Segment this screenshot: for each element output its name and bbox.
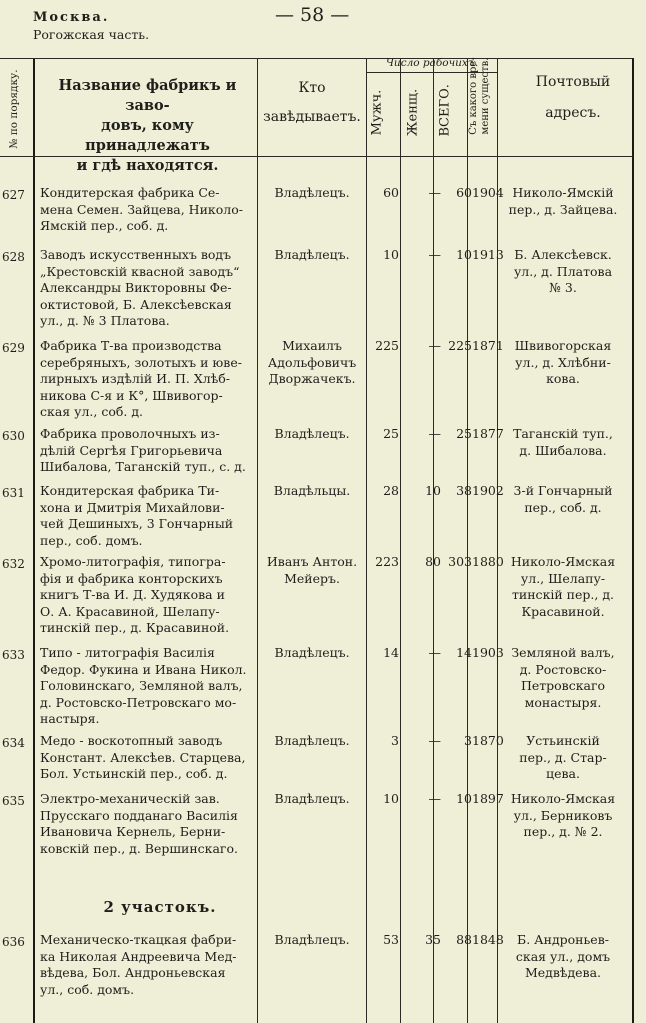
men-count: 225	[375, 338, 399, 353]
cell-line: пер., соб. д.	[524, 499, 602, 515]
factory-name-cell	[40, 483, 258, 549]
total-count: 10	[456, 247, 472, 262]
cell-line: д. Шибалова.	[519, 442, 607, 458]
total-count: 10	[456, 791, 472, 806]
row-number: 631	[2, 486, 25, 500]
cell-line: Николо-Ямская	[510, 791, 616, 806]
row-number: 630	[2, 429, 25, 443]
cell-line: ул., д. Хлѣбни-	[515, 354, 611, 370]
page-number: — 58 —	[275, 4, 350, 26]
header-line: Название фабрикъ и заво-	[58, 77, 237, 114]
cell-line: Б. Андроньев-	[517, 932, 609, 947]
header-line: Съ какого вре-	[468, 57, 479, 135]
cell-line: тинскій пер., д.	[511, 587, 614, 602]
cell-line: Головинскаго, Земляной валъ,	[40, 678, 243, 693]
cell-line: тинскій пер., д. Красавиной.	[40, 620, 230, 635]
cell-line: 3-й Гончарный	[513, 483, 613, 498]
cell-line: Александры Викторовны Фе-	[40, 280, 232, 295]
cell-line: Владѣлецъ.	[274, 185, 350, 200]
men-count: 14	[383, 645, 399, 660]
manager-cell	[260, 185, 364, 202]
cell-line: пер., д. № 2.	[523, 824, 603, 839]
men-count: 28	[383, 483, 399, 498]
column-rule	[632, 58, 634, 1023]
cell-line: фія и фабрика конторскихъ	[40, 570, 223, 586]
total-count: 3	[464, 733, 472, 748]
founded-year: 1877	[472, 426, 504, 441]
founded-year: 1880	[472, 554, 504, 569]
cell-line: Шибалова, Таганскій туп., с. д.	[40, 459, 246, 474]
cell-line: д. Ростовско-Петровскаго мо-	[40, 694, 237, 710]
manager-cell	[260, 791, 364, 808]
cell-line: Б. Алексѣевск.	[514, 247, 612, 262]
cell-line: О. А. Красавиной, Шелапу-	[40, 603, 220, 619]
manager-cell	[260, 645, 364, 662]
total-count: 60	[456, 185, 472, 200]
row-number: 632	[2, 557, 25, 571]
cell-line: Кондитерская фабрика Ти-	[40, 483, 220, 498]
men-count: 223	[375, 554, 399, 569]
address-cell	[500, 733, 626, 783]
cell-line: Красавиной.	[521, 603, 605, 619]
column-header-address	[500, 67, 646, 129]
column-header-since	[468, 48, 492, 144]
factory-name-cell	[40, 791, 258, 857]
row-number: 629	[2, 341, 25, 355]
cell-line: Владѣлецъ.	[274, 932, 350, 947]
women-count: 80	[425, 554, 441, 569]
manager-cell	[260, 426, 364, 443]
total-count: 225	[448, 338, 472, 353]
cell-line: Николо-Ямскій	[512, 185, 614, 200]
manager-cell	[260, 338, 364, 388]
founded-year: 1904	[472, 185, 504, 200]
cell-line: Николо-Ямская	[510, 554, 616, 569]
factory-name-cell	[40, 554, 258, 637]
header-line: завѣдываетъ.	[263, 109, 361, 125]
manager-cell	[260, 932, 364, 949]
cell-line: октистовой, Б. Алексѣевская	[40, 296, 232, 312]
header-line: Кто	[298, 80, 326, 96]
founded-year: 1848	[472, 932, 504, 947]
row-number: 627	[2, 188, 25, 202]
address-cell	[500, 185, 626, 218]
cell-line: Хромо-литографія, типогра-	[40, 554, 226, 569]
header-line: мени существ.	[480, 57, 491, 135]
column-header-name	[40, 76, 255, 176]
cell-line: Медо - воскотопный заводъ	[40, 733, 223, 748]
cell-line: Типо - литографія Василія	[40, 645, 215, 660]
total-count: 14	[456, 645, 472, 660]
section-heading: 2 участокъ.	[103, 898, 217, 916]
cell-line: ская ул., соб. д.	[40, 404, 144, 419]
row-number: 633	[2, 648, 25, 662]
cell-line: кова.	[546, 371, 580, 386]
men-count: 10	[383, 247, 399, 262]
cell-line: чей Дешиныхъ, 3 Гончарный	[40, 516, 234, 531]
cell-line: монастыря.	[524, 694, 602, 710]
cell-line: Михаилъ	[282, 338, 342, 353]
men-count: 60	[383, 185, 399, 200]
cell-line: Фабрика Т-ва производства	[40, 338, 222, 353]
cell-line: Владѣльцы.	[273, 483, 351, 498]
row-number: 636	[2, 935, 25, 949]
men-count: 3	[391, 733, 399, 748]
table-top-rule	[0, 58, 633, 59]
cell-line: ковскій пер., д. Вершинскаго.	[40, 840, 238, 856]
city-heading: Москва.	[33, 10, 110, 25]
address-cell	[500, 483, 626, 516]
cell-line: Прусскаго подданаго Василія	[40, 807, 238, 823]
district-heading: Рогожская часть.	[33, 27, 150, 42]
header-line: адресъ.	[545, 105, 601, 121]
address-cell	[500, 932, 626, 982]
column-header-women: Женщ.	[405, 88, 421, 137]
factory-name-cell	[40, 645, 258, 728]
cell-line: книгъ Т-ва И. Д. Худякова и	[40, 587, 225, 602]
cell-line: Бол. Устьинскій пер., соб. д.	[40, 766, 228, 781]
column-header-total: ВСЕГО.	[437, 84, 453, 137]
address-cell	[500, 791, 626, 841]
cell-line: Фабрика проволочныхъ из-	[40, 426, 220, 441]
cell-line: Владѣлецъ.	[274, 247, 350, 262]
header-line: довъ, кому принадлежатъ	[85, 117, 210, 154]
cell-line: Механическо-ткацкая фабри-	[40, 932, 237, 947]
column-rule	[467, 58, 468, 1023]
cell-line: мена Семен. Зайцева, Николо-	[40, 201, 243, 217]
women-count: —	[428, 247, 441, 262]
total-count: 88	[456, 932, 472, 947]
factory-name-cell	[40, 185, 258, 235]
cell-line: Адольфовичъ	[267, 354, 357, 370]
row-number: 628	[2, 250, 25, 264]
women-count: —	[428, 338, 441, 353]
men-count: 25	[383, 426, 399, 441]
cell-line: пер., д. Зайцева.	[508, 201, 618, 217]
total-count: 25	[456, 426, 472, 441]
factory-name-cell	[40, 932, 258, 998]
cell-line: Владѣлецъ.	[274, 733, 350, 748]
cell-line: ка Николая Андреевича Мед-	[40, 948, 237, 964]
address-cell	[500, 554, 626, 620]
cell-line: Ивановича Кернель, Берни-	[40, 824, 226, 839]
factory-name-cell	[40, 247, 258, 330]
manager-cell	[260, 247, 364, 264]
cell-line: хона и Дмитрія Михайлови-	[40, 499, 225, 515]
cell-line: д. Ростовско-	[519, 661, 607, 677]
cell-line: Мейеръ.	[284, 570, 340, 586]
cell-line: Таганскій туп.,	[513, 426, 613, 441]
women-count: —	[428, 645, 441, 660]
cell-line: Медвѣдева.	[524, 965, 602, 980]
women-count: 10	[425, 483, 441, 498]
total-count: 303	[448, 554, 472, 569]
header-line: Почтовый	[535, 74, 611, 90]
address-cell	[500, 247, 626, 297]
cell-line: „Крестовскій квасной заводъ“	[40, 263, 240, 279]
cell-line: № 3.	[549, 280, 577, 295]
cell-line: серебряныхъ, золотыхъ и юве-	[40, 354, 242, 370]
cell-line: Электро-механическій зав.	[40, 791, 220, 806]
column-header-number: № по порядку.	[8, 69, 20, 149]
founded-year: 1870	[472, 733, 504, 748]
founded-year: 1903	[472, 645, 504, 660]
cell-line: пер., соб. домъ.	[40, 532, 143, 548]
cell-line: ул., Берниковъ	[513, 807, 613, 823]
row-number: 635	[2, 794, 25, 808]
header-line: и гдѣ находятся.	[76, 157, 219, 174]
women-count: 35	[425, 932, 441, 947]
cell-line: ул., д. Платова	[513, 263, 613, 279]
cell-line: ская ул., домъ	[515, 948, 611, 964]
column-rule	[33, 58, 35, 1023]
column-rule	[497, 58, 498, 1023]
row-number: 634	[2, 736, 25, 750]
manager-cell	[260, 554, 364, 587]
cell-line: ул., Шелапу-	[520, 570, 606, 586]
cell-line: Устьинскій	[526, 733, 600, 748]
cell-line: Владѣлецъ.	[274, 426, 350, 441]
cell-line: лирныхъ издѣлій И. П. Хлѣб-	[40, 371, 230, 386]
cell-line: Кондитерская фабрика Се-	[40, 185, 220, 200]
cell-line: ул., д. № 3 Платова.	[40, 313, 170, 328]
cell-line: Владѣлецъ.	[274, 645, 350, 660]
address-cell	[500, 645, 626, 711]
factory-name-cell	[40, 426, 258, 476]
men-count: 53	[383, 932, 399, 947]
cell-line: Ямскій пер., соб. д.	[40, 218, 169, 233]
address-cell	[500, 338, 626, 388]
cell-line: никова С-я и К°, Швивогор-	[40, 387, 223, 403]
founded-year: 1871	[472, 338, 504, 353]
cell-line: Констант. Алексѣев. Старцева,	[40, 749, 246, 765]
column-rule	[366, 58, 367, 1023]
cell-line: настыря.	[40, 711, 100, 726]
cell-line: пер., д. Стар-	[519, 749, 607, 765]
women-count: —	[428, 791, 441, 806]
cell-line: Земляной валъ,	[511, 645, 615, 660]
factory-name-cell	[40, 338, 258, 421]
cell-line: Петровскаго	[520, 678, 606, 693]
column-header-managed-by	[258, 74, 366, 132]
column-rule	[400, 58, 401, 1023]
founded-year: 1897	[472, 791, 504, 806]
women-count: —	[428, 426, 441, 441]
cell-line: Иванъ Антон.	[266, 554, 358, 569]
manager-cell	[260, 483, 364, 500]
founded-year: 1902	[472, 483, 504, 498]
total-count: 38	[456, 483, 472, 498]
column-header-men: Мужч.	[369, 89, 385, 136]
cell-line: Заводъ искусственныхъ водъ	[40, 247, 232, 262]
address-cell	[500, 426, 626, 459]
column-rule	[433, 58, 434, 1023]
cell-line: Владѣлецъ.	[274, 791, 350, 806]
women-count: —	[428, 733, 441, 748]
men-count: 10	[383, 791, 399, 806]
cell-line: Федор. Фукина и Ивана Никол.	[40, 661, 247, 677]
cell-line: ул., соб. домъ.	[40, 981, 135, 997]
cell-line: Дворжачекъ.	[268, 371, 356, 386]
founded-year: 1913	[472, 247, 504, 262]
women-count: —	[428, 185, 441, 200]
factory-name-cell	[40, 733, 258, 783]
cell-line: дѣлій Сергѣя Григорьевича	[40, 442, 223, 458]
column-header-workers-group: Число рабочихъ.	[385, 57, 479, 69]
manager-cell	[260, 733, 364, 750]
cell-line: цева.	[546, 766, 580, 781]
cell-line: вѣдева, Бол. Андроньевская	[40, 965, 226, 980]
cell-line: Швивогорская	[514, 338, 612, 353]
